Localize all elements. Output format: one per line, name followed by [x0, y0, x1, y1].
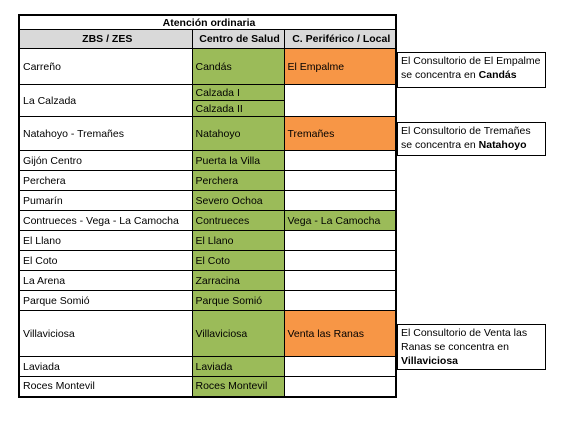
- table-title: Atención ordinaria: [19, 15, 396, 30]
- cell-periferico: Venta las Ranas: [284, 311, 396, 357]
- table-row: [19, 85, 396, 101]
- cell-zbs: Roces Montevil: [19, 377, 192, 397]
- cell-periferico: [284, 377, 396, 397]
- cell-zbs: La Arena: [19, 271, 192, 291]
- cell-centro-salud: Natahoyo: [192, 117, 284, 151]
- note-text: El Consultorio de Venta las Ranas se concentra en: [401, 327, 528, 353]
- cell-periferico: [284, 357, 396, 377]
- note-tremanes: [397, 122, 546, 156]
- cell-zbs: Villaviciosa: [19, 311, 192, 357]
- cell-periferico: Vega - La Camocha: [284, 211, 396, 231]
- table-row: [19, 377, 396, 397]
- cell-centro-salud: El Llano: [192, 231, 284, 251]
- note-bold: Villaviciosa: [401, 355, 459, 367]
- cell-centro-salud: Laviada: [192, 357, 284, 377]
- cell-periferico: [284, 191, 396, 211]
- cell-zbs: Gijón Centro: [19, 151, 192, 171]
- cell-centro-salud: Roces Montevil: [192, 377, 284, 397]
- note-venta-ranas: [397, 324, 546, 370]
- table-row: [19, 311, 396, 357]
- cell-periferico: [284, 291, 396, 311]
- note-text: El Consultorio de Tremañes se concentra en: [401, 125, 531, 151]
- cell-centro-salud: Candás: [192, 49, 284, 85]
- cell-centro-salud: El Coto: [192, 251, 284, 271]
- cell-zbs: Laviada: [19, 357, 192, 377]
- header-centro-salud: Centro de Salud: [192, 30, 284, 49]
- cell-periferico: [284, 85, 396, 117]
- cell-centro-salud: Severo Ochoa: [192, 191, 284, 211]
- header-periferico: C. Periférico / Local: [284, 30, 396, 49]
- cell-zbs: Pumarín: [19, 191, 192, 211]
- cell-zbs: Natahoyo - Tremañes: [19, 117, 192, 151]
- cell-periferico: [284, 151, 396, 171]
- table-row: [19, 291, 396, 311]
- cell-centro-salud: Calzada I: [192, 85, 284, 101]
- cell-centro-salud: Parque Somió: [192, 291, 284, 311]
- table-row: [19, 271, 396, 291]
- cell-zbs: Carreño: [19, 49, 192, 85]
- cell-zbs: Parque Somió: [19, 291, 192, 311]
- cell-periferico: [284, 271, 396, 291]
- note-empalme: [397, 52, 546, 88]
- note-bold: Candás: [478, 69, 517, 81]
- cell-zbs: Contrueces - Vega - La Camocha: [19, 211, 192, 231]
- cell-centro-salud: Villaviciosa: [192, 311, 284, 357]
- table-row: [19, 231, 396, 251]
- cell-centro-salud: Zarracina: [192, 271, 284, 291]
- table-row: [19, 251, 396, 271]
- cell-centro-salud: Perchera: [192, 171, 284, 191]
- cell-zbs: El Llano: [19, 231, 192, 251]
- table-row: [19, 357, 396, 377]
- cell-centro-salud: Puerta la Villa: [192, 151, 284, 171]
- table-row: [19, 117, 396, 151]
- atencion-ordinaria-table: [18, 14, 397, 398]
- cell-zbs: La Calzada: [19, 85, 192, 117]
- header-zbs: ZBS / ZES: [19, 30, 192, 49]
- cell-periferico: [284, 171, 396, 191]
- table-row: [19, 211, 396, 231]
- note-bold: Natahoyo: [478, 139, 527, 151]
- cell-periferico: [284, 251, 396, 271]
- note-text: El Consultorio de El Empalme se concentra en: [401, 55, 541, 81]
- cell-centro-salud: Calzada II: [192, 101, 284, 117]
- cell-periferico: El Empalme: [284, 49, 396, 85]
- cell-zbs: Perchera: [19, 171, 192, 191]
- cell-periferico: Tremañes: [284, 117, 396, 151]
- table-row: [19, 151, 396, 171]
- cell-centro-salud: Contrueces: [192, 211, 284, 231]
- cell-periferico: [284, 231, 396, 251]
- cell-zbs: El Coto: [19, 251, 192, 271]
- table-row: [19, 171, 396, 191]
- table-row: [19, 49, 396, 85]
- table-row: [19, 191, 396, 211]
